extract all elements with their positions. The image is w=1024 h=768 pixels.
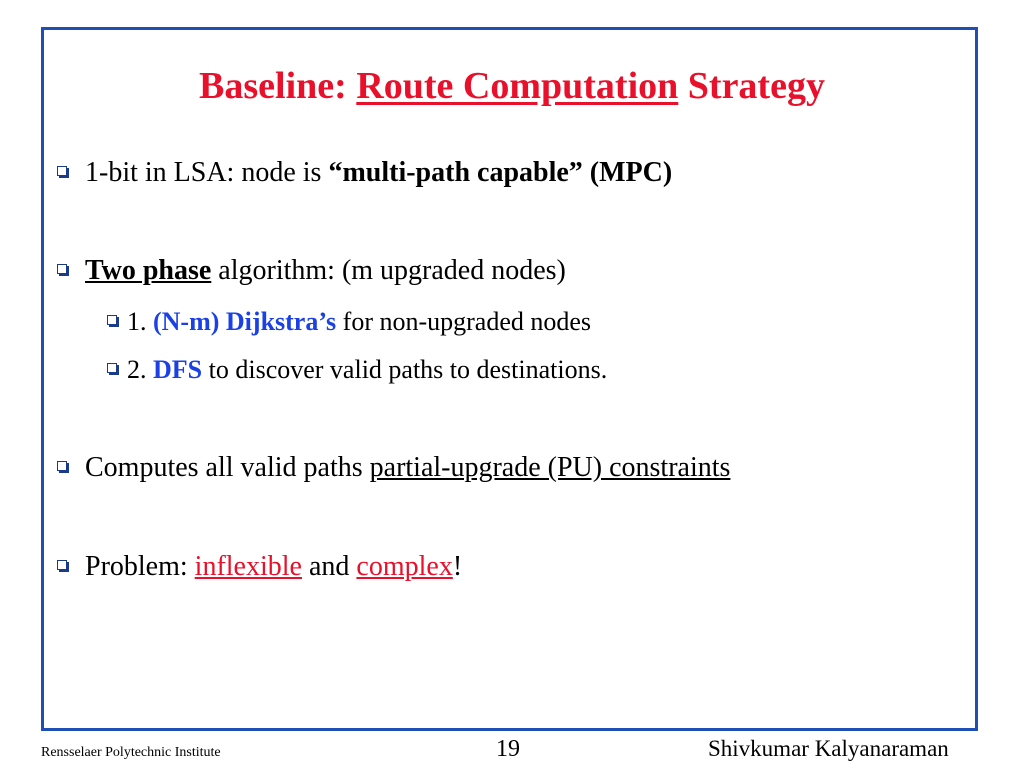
bullet-text-end: ! (452, 551, 463, 582)
bullet-bold: “multi-path capable” (MPC) (328, 157, 673, 188)
bullet-underlined-bold: Two phase (85, 255, 212, 286)
bullet-text: Computes all valid paths (85, 452, 370, 483)
sub-bullet-dfs (107, 353, 607, 387)
bullet-mpc (57, 156, 672, 190)
bullet-red-word-complex: complex (356, 551, 453, 582)
sub-bullet-text: to discover valid paths to destinations. (202, 355, 608, 384)
hollow-square-bullet-icon (57, 461, 67, 471)
bullet-text: algorithm: (m upgraded nodes) (211, 255, 566, 286)
bullet-two-phase (57, 254, 566, 288)
title-suffix: Strategy (678, 65, 825, 107)
bullet-text-mid: and (301, 551, 357, 582)
hollow-square-bullet-icon (107, 315, 117, 325)
bullet-underlined: partial-upgrade (PU) constraints (369, 452, 731, 483)
slide-title (0, 64, 1024, 108)
bullet-text: 1-bit in LSA: node is (85, 157, 329, 188)
footer-author: Shivkumar Kalyanaraman (708, 736, 949, 761)
sub-bullet-dijkstra (107, 305, 591, 339)
sub-bullet-text: for non-upgraded nodes (336, 307, 592, 336)
hollow-square-bullet-icon (57, 264, 67, 274)
bullet-red-word-inflexible: inflexible (194, 551, 302, 582)
sub-bullet-prefix: 1. (127, 307, 153, 336)
page-number: 19 (496, 736, 520, 762)
title-underlined: Route Computation (356, 65, 679, 107)
hollow-square-bullet-icon (107, 363, 117, 373)
bullet-valid-paths (57, 451, 730, 485)
sub-bullet-highlight: (N-m) Dijkstra’s (153, 307, 337, 336)
sub-bullet-prefix: 2. (127, 355, 153, 384)
hollow-square-bullet-icon (57, 166, 67, 176)
title-prefix: Baseline: (199, 65, 357, 107)
bullet-problem (57, 550, 462, 584)
footer-institute: Rensselaer Polytechnic Institute (41, 745, 221, 760)
hollow-square-bullet-icon (57, 560, 67, 570)
sub-bullet-highlight: DFS (153, 355, 203, 384)
bullet-text: Problem: (85, 551, 195, 582)
